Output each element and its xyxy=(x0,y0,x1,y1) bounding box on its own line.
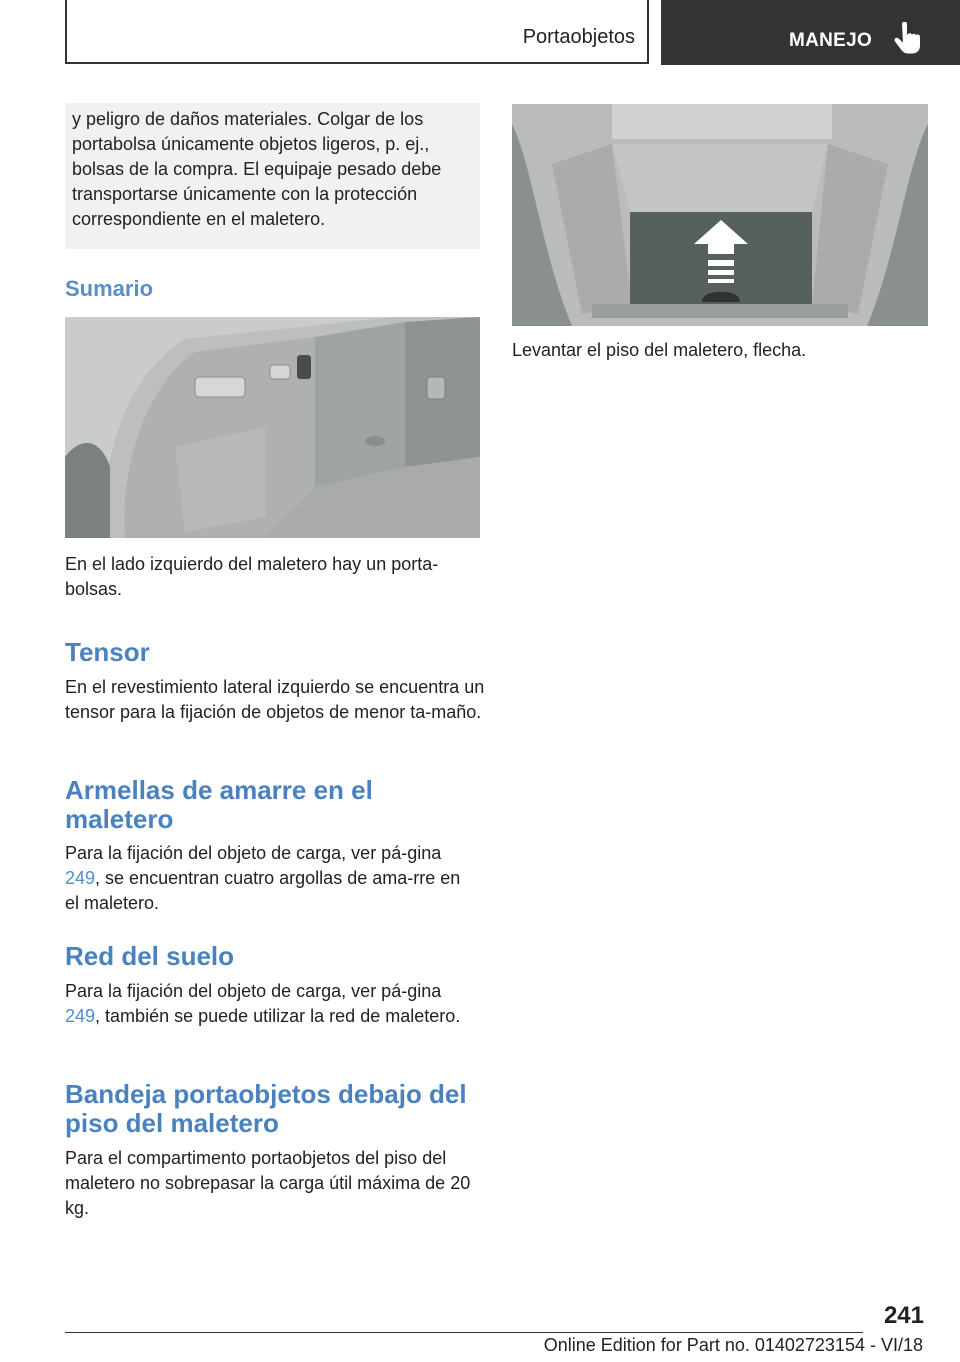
armellas-text-post: , se encuentran cuatro argollas de ama-rre en el maletero. xyxy=(65,868,461,913)
red-text-post: , también se puede utilizar la red de maletero. xyxy=(95,1006,461,1026)
armellas-text xyxy=(65,841,475,916)
armellas-heading-line1: Armellas de amarre en el xyxy=(65,775,373,805)
armellas-text-pre: Para la fijación del objeto de carga, ver pá-gina xyxy=(65,843,442,863)
red-text xyxy=(65,979,475,1029)
red-heading: Red del suelo xyxy=(65,941,235,971)
header-section-title: Portaobjetos xyxy=(522,26,635,48)
floor-caption: Levantar el piso del maletero, flecha. xyxy=(512,340,807,360)
trunk-floor-illustration xyxy=(512,104,928,326)
bandeja-heading xyxy=(65,1080,485,1138)
red-text-pre: Para la fijación del objeto de carga, ver pá-gina xyxy=(65,981,442,1001)
tensor-heading: Tensor xyxy=(65,637,150,667)
armellas-heading xyxy=(65,776,485,834)
sumario-heading: Sumario xyxy=(65,276,154,301)
page-number: 241 xyxy=(883,1302,924,1329)
bandeja-heading-line1: Bandeja portaobjetos debajo del xyxy=(65,1079,467,1109)
tensor-text: En el revestimiento lateral izquierdo se encuentra un tensor para la fijación de objetos de menor ta-maño. xyxy=(65,677,485,722)
warning-note-text: y peligro de daños materiales. Colgar de los portabolsa únicamente objetos ligeros, p. ej., bolsas de la compra. El equipaje pesado debe transportarse únicamente con la protección correspondiente en el maletero. xyxy=(72,109,442,229)
armellas-heading-line2: maletero xyxy=(65,804,174,834)
bandeja-text: Para el compartimento portaobjetos del piso del maletero no sobrepasar la carga útil máxima de 20 kg. xyxy=(65,1148,471,1218)
page-link-249[interactable]: 249 xyxy=(65,868,96,888)
chapter-tab-label: MANEJO xyxy=(789,30,873,51)
page-link-249-red[interactable]: 249 xyxy=(65,1006,96,1026)
footer-edition: Online Edition for Part no. 01402723154 - VI/18 xyxy=(543,1335,923,1355)
trunk-side-illustration xyxy=(65,317,480,538)
pointing-hand-icon xyxy=(893,22,923,56)
sumario-text: En el lado izquierdo del maletero hay un porta-bolsas. xyxy=(65,554,439,599)
bandeja-heading-line2: piso del maletero xyxy=(65,1108,279,1138)
footer-divider xyxy=(65,1332,863,1333)
